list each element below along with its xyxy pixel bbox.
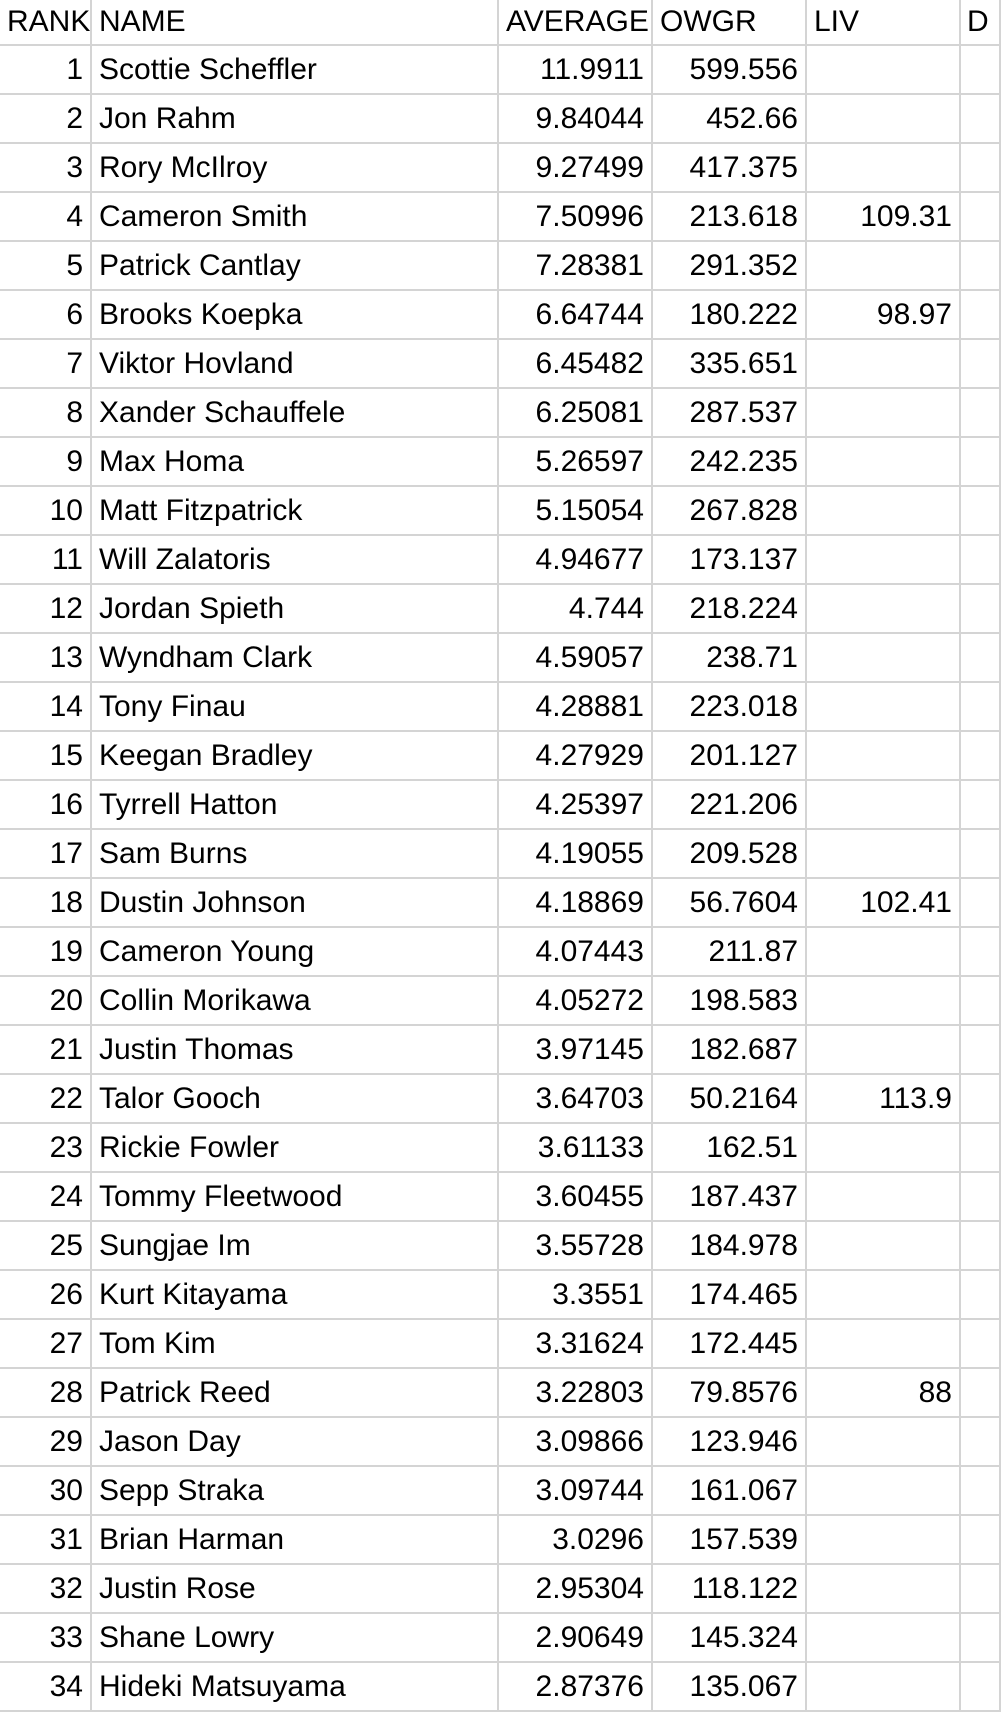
cell-name[interactable]: Sam Burns	[91, 829, 498, 878]
cell-liv[interactable]	[806, 1613, 960, 1662]
cell-next-column[interactable]	[960, 1270, 1000, 1319]
cell-liv[interactable]	[806, 1123, 960, 1172]
cell-average[interactable]: 4.19055	[498, 829, 652, 878]
cell-next-column[interactable]	[960, 388, 1000, 437]
cell-rank[interactable]: 1	[0, 45, 91, 94]
cell-rank[interactable]: 7	[0, 339, 91, 388]
cell-name[interactable]: Patrick Reed	[91, 1368, 498, 1417]
cell-next-column[interactable]	[960, 829, 1000, 878]
table-row	[0, 339, 1000, 388]
cell-next-column[interactable]	[960, 1515, 1000, 1564]
cell-average[interactable]: 3.64703	[498, 1074, 652, 1123]
cell-average[interactable]: 5.26597	[498, 437, 652, 486]
cell-rank[interactable]: 26	[0, 1270, 91, 1319]
cell-owgr[interactable]: 198.583	[652, 976, 806, 1025]
table-row	[0, 829, 1000, 878]
cell-rank[interactable]: 11	[0, 535, 91, 584]
cell-name[interactable]: Patrick Cantlay	[91, 241, 498, 290]
table-row	[0, 1613, 1000, 1662]
cell-rank[interactable]: 15	[0, 731, 91, 780]
cell-rank[interactable]: 13	[0, 633, 91, 682]
cell-liv[interactable]	[806, 1319, 960, 1368]
cell-average[interactable]: 3.55728	[498, 1221, 652, 1270]
cell-liv[interactable]	[806, 143, 960, 192]
cell-liv[interactable]	[806, 339, 960, 388]
cell-next-column[interactable]	[960, 976, 1000, 1025]
cell-owgr[interactable]: 157.539	[652, 1515, 806, 1564]
cell-next-column[interactable]	[960, 927, 1000, 976]
cell-owgr[interactable]: 242.235	[652, 437, 806, 486]
cell-name[interactable]: Tom Kim	[91, 1319, 498, 1368]
cell-rank[interactable]: 5	[0, 241, 91, 290]
cell-liv[interactable]: 88	[806, 1368, 960, 1417]
cell-owgr[interactable]: 173.137	[652, 535, 806, 584]
table-row	[0, 1074, 1000, 1123]
cell-owgr[interactable]: 50.2164	[652, 1074, 806, 1123]
cell-average[interactable]: 3.3551	[498, 1270, 652, 1319]
cell-next-column[interactable]	[960, 1319, 1000, 1368]
cell-owgr[interactable]: 209.528	[652, 829, 806, 878]
cell-next-column[interactable]	[960, 486, 1000, 535]
table-row	[0, 437, 1000, 486]
cell-owgr[interactable]: 118.122	[652, 1564, 806, 1613]
cell-name[interactable]: Justin Rose	[91, 1564, 498, 1613]
table-row	[0, 1319, 1000, 1368]
cell-rank[interactable]: 23	[0, 1123, 91, 1172]
cell-liv[interactable]	[806, 682, 960, 731]
cell-average[interactable]: 11.9911	[498, 45, 652, 94]
cell-owgr[interactable]: 79.8576	[652, 1368, 806, 1417]
table-row	[0, 927, 1000, 976]
cell-rank[interactable]: 2	[0, 94, 91, 143]
cell-rank[interactable]: 25	[0, 1221, 91, 1270]
cell-owgr[interactable]: 213.618	[652, 192, 806, 241]
cell-name[interactable]: Collin Morikawa	[91, 976, 498, 1025]
cell-owgr[interactable]: 201.127	[652, 731, 806, 780]
cell-next-column[interactable]	[960, 731, 1000, 780]
cell-liv[interactable]	[806, 388, 960, 437]
cell-owgr[interactable]: 291.352	[652, 241, 806, 290]
cell-name[interactable]: Tyrrell Hatton	[91, 780, 498, 829]
table-row	[0, 1221, 1000, 1270]
cell-liv[interactable]	[806, 94, 960, 143]
cell-average[interactable]: 4.18869	[498, 878, 652, 927]
cell-name[interactable]: Dustin Johnson	[91, 878, 498, 927]
cell-average[interactable]: 2.95304	[498, 1564, 652, 1613]
cell-average[interactable]: 4.05272	[498, 976, 652, 1025]
cell-liv[interactable]	[806, 241, 960, 290]
cell-next-column[interactable]	[960, 1368, 1000, 1417]
cell-rank[interactable]: 24	[0, 1172, 91, 1221]
table-row	[0, 1417, 1000, 1466]
cell-average[interactable]: 6.25081	[498, 388, 652, 437]
header-next-column[interactable]: D	[960, 0, 1000, 45]
cell-average[interactable]: 7.28381	[498, 241, 652, 290]
cell-liv[interactable]: 98.97	[806, 290, 960, 339]
cell-owgr[interactable]: 162.51	[652, 1123, 806, 1172]
table-row	[0, 1025, 1000, 1074]
cell-next-column[interactable]	[960, 437, 1000, 486]
cell-next-column[interactable]	[960, 1172, 1000, 1221]
cell-rank[interactable]: 34	[0, 1662, 91, 1711]
cell-next-column[interactable]	[960, 682, 1000, 731]
cell-owgr[interactable]: 417.375	[652, 143, 806, 192]
cell-rank[interactable]: 19	[0, 927, 91, 976]
cell-average[interactable]: 4.28881	[498, 682, 652, 731]
cell-next-column[interactable]	[960, 633, 1000, 682]
cell-owgr[interactable]: 238.71	[652, 633, 806, 682]
cell-rank[interactable]: 8	[0, 388, 91, 437]
cell-average[interactable]: 4.59057	[498, 633, 652, 682]
cell-rank[interactable]: 9	[0, 437, 91, 486]
cell-average[interactable]: 5.15054	[498, 486, 652, 535]
cell-average[interactable]: 4.94677	[498, 535, 652, 584]
cell-name[interactable]: Scottie Scheffler	[91, 45, 498, 94]
cell-average[interactable]: 2.87376	[498, 1662, 652, 1711]
cell-next-column[interactable]	[960, 1564, 1000, 1613]
cell-rank[interactable]: 12	[0, 584, 91, 633]
cell-name[interactable]: Xander Schauffele	[91, 388, 498, 437]
table-row	[0, 633, 1000, 682]
cell-rank[interactable]: 10	[0, 486, 91, 535]
cell-next-column[interactable]	[960, 339, 1000, 388]
table-row	[0, 94, 1000, 143]
cell-liv[interactable]	[806, 1564, 960, 1613]
cell-next-column[interactable]	[960, 45, 1000, 94]
cell-rank[interactable]: 20	[0, 976, 91, 1025]
cell-rank[interactable]: 30	[0, 1466, 91, 1515]
cell-average[interactable]: 3.09866	[498, 1417, 652, 1466]
cell-owgr[interactable]: 452.66	[652, 94, 806, 143]
cell-average[interactable]: 9.27499	[498, 143, 652, 192]
cell-name[interactable]: Justin Thomas	[91, 1025, 498, 1074]
cell-owgr[interactable]: 599.556	[652, 45, 806, 94]
cell-owgr[interactable]: 135.067	[652, 1662, 806, 1711]
cell-owgr[interactable]: 218.224	[652, 584, 806, 633]
cell-next-column[interactable]	[960, 1074, 1000, 1123]
cell-liv[interactable]	[806, 535, 960, 584]
cell-owgr[interactable]: 335.651	[652, 339, 806, 388]
cell-liv[interactable]	[806, 1417, 960, 1466]
cell-owgr[interactable]: 123.946	[652, 1417, 806, 1466]
table-row	[0, 486, 1000, 535]
cell-liv[interactable]: 113.9	[806, 1074, 960, 1123]
table-row	[0, 1172, 1000, 1221]
cell-name[interactable]: Jordan Spieth	[91, 584, 498, 633]
table-row	[0, 1564, 1000, 1613]
cell-rank[interactable]: 27	[0, 1319, 91, 1368]
cell-average[interactable]: 9.84044	[498, 94, 652, 143]
cell-rank[interactable]: 6	[0, 290, 91, 339]
cell-next-column[interactable]	[960, 878, 1000, 927]
table-row	[0, 241, 1000, 290]
cell-next-column[interactable]	[960, 290, 1000, 339]
cell-rank[interactable]: 14	[0, 682, 91, 731]
cell-name[interactable]: Rickie Fowler	[91, 1123, 498, 1172]
cell-owgr[interactable]: 287.537	[652, 388, 806, 437]
cell-liv[interactable]	[806, 486, 960, 535]
cell-liv[interactable]	[806, 1025, 960, 1074]
table-row	[0, 1515, 1000, 1564]
header-liv[interactable]: LIV	[806, 0, 960, 45]
cell-name[interactable]: Tony Finau	[91, 682, 498, 731]
cell-next-column[interactable]	[960, 1025, 1000, 1074]
cell-name[interactable]: Hideki Matsuyama	[91, 1662, 498, 1711]
cell-rank[interactable]: 17	[0, 829, 91, 878]
cell-liv[interactable]	[806, 976, 960, 1025]
cell-rank[interactable]: 4	[0, 192, 91, 241]
header-owgr[interactable]: OWGR	[652, 0, 806, 45]
cell-next-column[interactable]	[960, 1662, 1000, 1711]
cell-average[interactable]: 4.27929	[498, 731, 652, 780]
cell-average[interactable]: 3.22803	[498, 1368, 652, 1417]
cell-owgr[interactable]: 221.206	[652, 780, 806, 829]
cell-rank[interactable]: 21	[0, 1025, 91, 1074]
cell-liv[interactable]	[806, 633, 960, 682]
cell-average[interactable]: 3.60455	[498, 1172, 652, 1221]
table-row	[0, 388, 1000, 437]
cell-liv[interactable]	[806, 927, 960, 976]
cell-owgr[interactable]: 172.445	[652, 1319, 806, 1368]
cell-rank[interactable]: 3	[0, 143, 91, 192]
cell-owgr[interactable]: 187.437	[652, 1172, 806, 1221]
cell-next-column[interactable]	[960, 535, 1000, 584]
cell-liv[interactable]	[806, 437, 960, 486]
cell-average[interactable]: 3.61133	[498, 1123, 652, 1172]
header-average[interactable]: AVERAGE	[498, 0, 652, 45]
cell-rank[interactable]: 32	[0, 1564, 91, 1613]
cell-name[interactable]: Kurt Kitayama	[91, 1270, 498, 1319]
cell-name[interactable]: Cameron Young	[91, 927, 498, 976]
table-row	[0, 45, 1000, 94]
cell-owgr[interactable]: 184.978	[652, 1221, 806, 1270]
cell-average[interactable]: 3.31624	[498, 1319, 652, 1368]
cell-name[interactable]: Max Homa	[91, 437, 498, 486]
cell-name[interactable]: Will Zalatoris	[91, 535, 498, 584]
table-row	[0, 1466, 1000, 1515]
cell-next-column[interactable]	[960, 780, 1000, 829]
table-row	[0, 1123, 1000, 1172]
cell-liv[interactable]	[806, 829, 960, 878]
cell-name[interactable]: Jon Rahm	[91, 94, 498, 143]
table-row	[0, 976, 1000, 1025]
table-row	[0, 143, 1000, 192]
cell-average[interactable]: 3.0296	[498, 1515, 652, 1564]
cell-liv[interactable]	[806, 780, 960, 829]
cell-name[interactable]: Brooks Koepka	[91, 290, 498, 339]
cell-liv[interactable]: 102.41	[806, 878, 960, 927]
cell-average[interactable]: 3.97145	[498, 1025, 652, 1074]
cell-average[interactable]: 6.45482	[498, 339, 652, 388]
cell-name[interactable]: Cameron Smith	[91, 192, 498, 241]
cell-owgr[interactable]: 180.222	[652, 290, 806, 339]
cell-liv[interactable]	[806, 1270, 960, 1319]
cell-name[interactable]: Rory McIlroy	[91, 143, 498, 192]
cell-rank[interactable]: 31	[0, 1515, 91, 1564]
cell-next-column[interactable]	[960, 94, 1000, 143]
cell-next-column[interactable]	[960, 1417, 1000, 1466]
cell-next-column[interactable]	[960, 1613, 1000, 1662]
table-row	[0, 878, 1000, 927]
cell-owgr[interactable]: 56.7604	[652, 878, 806, 927]
cell-name[interactable]: Brian Harman	[91, 1515, 498, 1564]
cell-owgr[interactable]: 182.687	[652, 1025, 806, 1074]
cell-average[interactable]: 7.50996	[498, 192, 652, 241]
cell-rank[interactable]: 18	[0, 878, 91, 927]
cell-name[interactable]: Talor Gooch	[91, 1074, 498, 1123]
cell-next-column[interactable]	[960, 241, 1000, 290]
header-name[interactable]: NAME	[91, 0, 498, 45]
cell-liv[interactable]	[806, 1662, 960, 1711]
table-row	[0, 682, 1000, 731]
table-row	[0, 192, 1000, 241]
cell-next-column[interactable]	[960, 584, 1000, 633]
cell-average[interactable]: 4.744	[498, 584, 652, 633]
cell-liv[interactable]	[806, 1221, 960, 1270]
cell-name[interactable]: Viktor Hovland	[91, 339, 498, 388]
cell-owgr[interactable]: 267.828	[652, 486, 806, 535]
cell-rank[interactable]: 29	[0, 1417, 91, 1466]
cell-name[interactable]: Wyndham Clark	[91, 633, 498, 682]
table-row	[0, 535, 1000, 584]
cell-owgr[interactable]: 145.324	[652, 1613, 806, 1662]
table-row	[0, 731, 1000, 780]
cell-liv[interactable]	[806, 731, 960, 780]
cell-name[interactable]: Sungjae Im	[91, 1221, 498, 1270]
cell-next-column[interactable]	[960, 143, 1000, 192]
cell-name[interactable]: Matt Fitzpatrick	[91, 486, 498, 535]
header-row	[0, 0, 1000, 45]
cell-liv[interactable]	[806, 584, 960, 633]
cell-rank[interactable]: 33	[0, 1613, 91, 1662]
table-row	[0, 1368, 1000, 1417]
cell-average[interactable]: 4.07443	[498, 927, 652, 976]
cell-liv[interactable]	[806, 1515, 960, 1564]
table-row	[0, 290, 1000, 339]
cell-name[interactable]: Sepp Straka	[91, 1466, 498, 1515]
cell-liv[interactable]	[806, 45, 960, 94]
cell-liv[interactable]	[806, 1172, 960, 1221]
cell-next-column[interactable]	[960, 1466, 1000, 1515]
cell-owgr[interactable]: 223.018	[652, 682, 806, 731]
cell-average[interactable]: 6.64744	[498, 290, 652, 339]
cell-owgr[interactable]: 211.87	[652, 927, 806, 976]
cell-rank[interactable]: 22	[0, 1074, 91, 1123]
cell-name[interactable]: Shane Lowry	[91, 1613, 498, 1662]
cell-liv[interactable]	[806, 1466, 960, 1515]
cell-average[interactable]: 2.90649	[498, 1613, 652, 1662]
cell-owgr[interactable]: 174.465	[652, 1270, 806, 1319]
cell-next-column[interactable]	[960, 192, 1000, 241]
cell-name[interactable]: Jason Day	[91, 1417, 498, 1466]
cell-name[interactable]: Tommy Fleetwood	[91, 1172, 498, 1221]
cell-name[interactable]: Keegan Bradley	[91, 731, 498, 780]
cell-liv[interactable]: 109.31	[806, 192, 960, 241]
cell-owgr[interactable]: 161.067	[652, 1466, 806, 1515]
table-row	[0, 584, 1000, 633]
cell-next-column[interactable]	[960, 1123, 1000, 1172]
cell-rank[interactable]: 16	[0, 780, 91, 829]
cell-next-column[interactable]	[960, 1221, 1000, 1270]
header-rank[interactable]: RANK	[0, 0, 91, 45]
table-row	[0, 780, 1000, 829]
cell-average[interactable]: 4.25397	[498, 780, 652, 829]
cell-average[interactable]: 3.09744	[498, 1466, 652, 1515]
table-row	[0, 1662, 1000, 1711]
cell-rank[interactable]: 28	[0, 1368, 91, 1417]
table-row	[0, 1270, 1000, 1319]
